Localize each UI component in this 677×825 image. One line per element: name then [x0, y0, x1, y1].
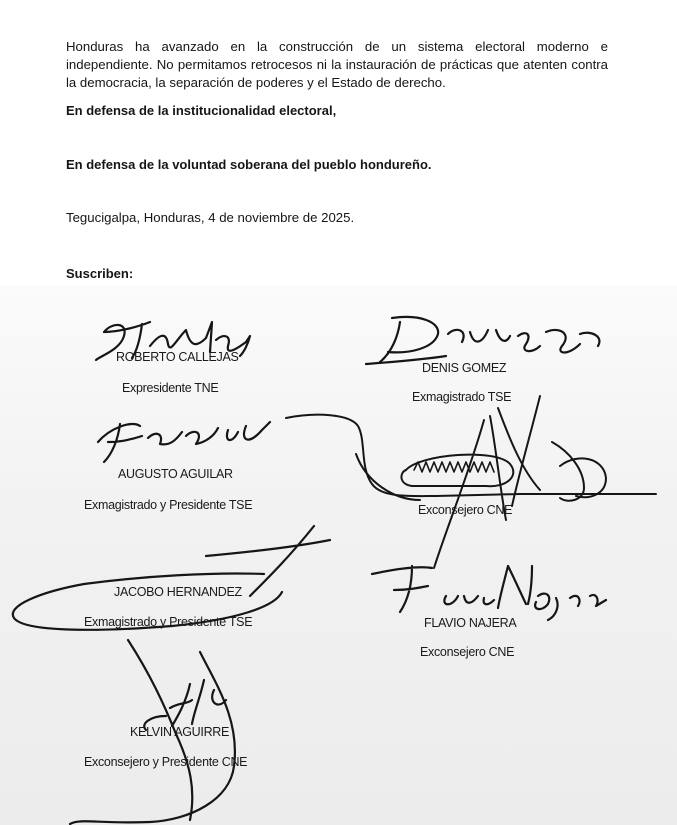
signatory-name-denis-gomez: DENIS GOMEZ [422, 361, 507, 375]
closing-line-sovereign-will: En defensa de la voluntad soberana del pueblo hondureño. [66, 157, 432, 172]
signature-flavio-najera [372, 566, 606, 620]
signatory-role-kelvin-aguirre: Exconsejero y Presidente CNE [84, 755, 248, 769]
signatory-name-roberto-callejas: ROBERTO CALLEJAS [116, 350, 239, 364]
body-paragraph: Honduras ha avanzado en la construcción de un sistema electoral moderno e independiente. No permitamos retrocesos ni la instauración de prácticas que atenten contra la democracia, la separación de poderes y el Estado de derecho. [66, 39, 608, 90]
signatory-name-jacobo-hernandez: JACOBO HERNANDEZ [114, 585, 242, 599]
signatory-name-augusto-aguilar: AUGUSTO AGUILAR [118, 467, 233, 481]
signature-augusto-aguilar [98, 422, 270, 462]
signatory-name-flavio-najera: FLAVIO NAJERA [424, 616, 517, 630]
signatory-role-jacobo-hernandez: Exmagistrado y Presidente TSE [84, 615, 253, 629]
signatory-role-augusto-aguilar: Exmagistrado y Presidente TSE [84, 498, 253, 512]
signatory-role-roberto-callejas: Expresidente TNE [122, 381, 219, 395]
signatory-role-denis-gomez: Exmagistrado TSE [412, 390, 512, 404]
signatories-heading: Suscriben: [66, 266, 134, 281]
signature-david-matamoros-scribble [414, 462, 494, 472]
signature-denis-gomez [366, 317, 599, 364]
signatory-role-david-matamoros: Exconsejero CNE [418, 503, 513, 517]
signatory-name-kelvin-aguirre: KELVIN AGUIRRE [130, 725, 230, 739]
closing-line-institutionality: En defensa de la institucionalidad electoral, [66, 103, 337, 118]
signatory-role-flavio-najera: Exconsejero CNE [420, 645, 515, 659]
place-and-date: Tegucigalpa, Honduras, 4 de noviembre de 2025. [66, 210, 355, 225]
